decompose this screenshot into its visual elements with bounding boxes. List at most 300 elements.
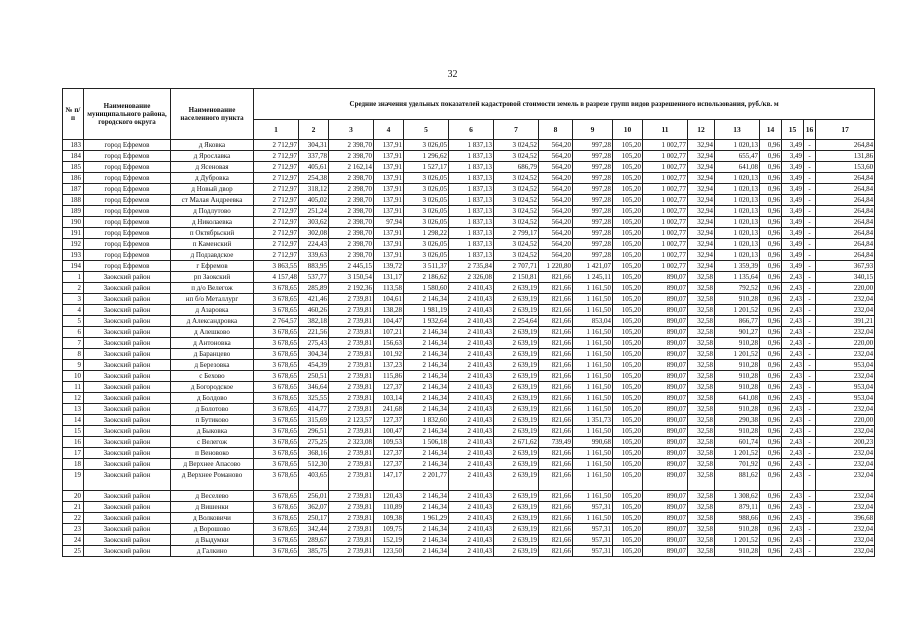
district-name: Заокский район: [84, 338, 171, 349]
value-col-3: 2 739,81: [329, 459, 374, 470]
value-col-3: 2 398,70: [329, 151, 374, 162]
value-col-17: 220,00: [816, 415, 875, 426]
value-col-8: 821,66: [539, 382, 573, 393]
value-col-12: 32,94: [688, 206, 715, 217]
value-col-3: 2 739,81: [329, 546, 374, 557]
value-col-5: 2 146,34: [404, 294, 449, 305]
row-number: 17: [63, 448, 84, 459]
value-col-15: 3,49: [782, 195, 804, 206]
value-col-9: 853,04: [573, 316, 613, 327]
value-col-17: 131,86: [816, 151, 875, 162]
settlement-name: д Алешково: [171, 327, 254, 338]
row-number: 12: [63, 393, 84, 404]
value-col-7: 3 024,52: [494, 206, 539, 217]
row-number: 23: [63, 524, 84, 535]
value-col-5: 3 026,05: [404, 217, 449, 228]
value-col-16: -: [804, 513, 816, 524]
value-col-12: 32,58: [688, 360, 715, 371]
value-col-9: 997,28: [573, 140, 613, 151]
district-name: Заокский район: [84, 349, 171, 360]
value-col-7: 3 024,52: [494, 140, 539, 151]
value-col-2: 337,78: [299, 151, 329, 162]
row-number: 25: [63, 546, 84, 557]
value-col-3: 2 192,36: [329, 283, 374, 294]
value-col-9: 997,28: [573, 195, 613, 206]
value-col-4: 115,86: [374, 371, 404, 382]
settlement-name: п Каменский: [171, 239, 254, 250]
value-col-7: 2 639,19: [494, 294, 539, 305]
value-col-3: 2 398,70: [329, 195, 374, 206]
settlement-name: д Яковка: [171, 140, 254, 151]
page-number: 32: [447, 69, 458, 80]
value-col-10: 105,20: [613, 283, 643, 294]
value-col-14: 0,96: [760, 162, 782, 173]
settlement-name: д Николаевка: [171, 217, 254, 228]
value-col-14: 0,96: [760, 404, 782, 415]
value-col-4: 137,91: [374, 184, 404, 195]
value-col-12: 32,58: [688, 272, 715, 283]
value-col-11: 890,07: [643, 382, 688, 393]
value-col-17: 264,84: [816, 239, 875, 250]
value-col-1: 2 712,97: [254, 195, 299, 206]
settlement-name: рп Заокский: [171, 272, 254, 283]
value-col-13: 1 020,13: [715, 173, 760, 184]
value-col-3: 2 739,81: [329, 470, 374, 491]
value-col-8: 821,66: [539, 415, 573, 426]
value-col-13: 701,92: [715, 459, 760, 470]
table-row: [63, 195, 875, 206]
row-number: 192: [63, 239, 84, 250]
district-name: город Ефремов: [84, 228, 171, 239]
value-col-14: 0,96: [760, 195, 782, 206]
value-col-14: 0,96: [760, 206, 782, 217]
value-col-9: 1 351,73: [573, 415, 613, 426]
value-col-7: 2 639,19: [494, 502, 539, 513]
table-row: [63, 151, 875, 162]
value-col-7: 2 639,19: [494, 415, 539, 426]
value-col-10: 105,20: [613, 140, 643, 151]
value-col-4: 103,14: [374, 393, 404, 404]
row-number: 13: [63, 404, 84, 415]
value-col-13: 910,28: [715, 360, 760, 371]
settlement-name: д Выдумки: [171, 535, 254, 546]
district-name: Заокский район: [84, 360, 171, 371]
value-col-6: 2 410,43: [449, 524, 494, 535]
header-col-17: 17: [816, 120, 875, 140]
settlement-name: д Баранцево: [171, 349, 254, 360]
value-col-17: 232,04: [816, 349, 875, 360]
value-col-14: 0,96: [760, 502, 782, 513]
value-col-13: 1 359,39: [715, 261, 760, 272]
value-col-10: 105,20: [613, 535, 643, 546]
value-col-5: 1 580,60: [404, 283, 449, 294]
value-col-7: 2 639,19: [494, 371, 539, 382]
value-col-10: 105,20: [613, 437, 643, 448]
value-col-5: 2 146,34: [404, 426, 449, 437]
value-col-8: 564,20: [539, 162, 573, 173]
value-col-6: 2 410,43: [449, 491, 494, 502]
value-col-6: 1 837,13: [449, 195, 494, 206]
value-col-2: 512,30: [299, 459, 329, 470]
value-col-16: -: [804, 283, 816, 294]
row-number: 4: [63, 305, 84, 316]
value-col-8: 564,20: [539, 140, 573, 151]
value-col-17: 264,84: [816, 228, 875, 239]
value-col-9: 1 161,50: [573, 371, 613, 382]
value-col-12: 32,94: [688, 140, 715, 151]
row-number: 18: [63, 459, 84, 470]
value-col-13: 1 020,13: [715, 228, 760, 239]
value-col-15: 2,43: [782, 470, 804, 491]
value-col-6: 2 410,43: [449, 535, 494, 546]
value-col-11: 890,07: [643, 316, 688, 327]
value-col-5: 3 026,05: [404, 250, 449, 261]
value-col-8: 821,66: [539, 316, 573, 327]
value-col-17: 220,00: [816, 338, 875, 349]
value-col-4: 139,72: [374, 261, 404, 272]
value-col-14: 0,96: [760, 426, 782, 437]
value-col-13: 910,28: [715, 524, 760, 535]
value-col-15: 3,49: [782, 228, 804, 239]
value-col-7: 3 024,52: [494, 184, 539, 195]
value-col-11: 1 002,77: [643, 206, 688, 217]
value-col-16: -: [804, 294, 816, 305]
row-number: 194: [63, 261, 84, 272]
value-col-11: 890,07: [643, 327, 688, 338]
value-col-6: 1 837,13: [449, 250, 494, 261]
value-col-7: 2 639,19: [494, 448, 539, 459]
value-col-14: 0,96: [760, 151, 782, 162]
table-row: [63, 283, 875, 294]
value-col-9: 1 245,11: [573, 272, 613, 283]
header-col-9: 9: [573, 120, 613, 140]
value-col-5: 2 146,34: [404, 535, 449, 546]
value-col-4: 156,63: [374, 338, 404, 349]
value-col-17: 953,04: [816, 393, 875, 404]
value-col-6: 2 410,43: [449, 502, 494, 513]
value-col-17: 232,04: [816, 327, 875, 338]
value-col-3: 2 739,81: [329, 338, 374, 349]
value-col-5: 2 146,34: [404, 524, 449, 535]
value-col-14: 0,96: [760, 305, 782, 316]
settlement-name: нп б/о Металлург: [171, 294, 254, 305]
value-col-17: 232,04: [816, 426, 875, 437]
row-number: 184: [63, 151, 84, 162]
value-col-10: 105,20: [613, 250, 643, 261]
value-col-2: 346,64: [299, 382, 329, 393]
value-col-8: 821,66: [539, 393, 573, 404]
value-col-15: 2,43: [782, 513, 804, 524]
district-name: город Ефремов: [84, 140, 171, 151]
settlement-name: ст Малая Андреевка: [171, 195, 254, 206]
value-col-5: 2 146,34: [404, 382, 449, 393]
district-name: Заокский район: [84, 272, 171, 283]
row-number: 188: [63, 195, 84, 206]
district-name: Заокский район: [84, 437, 171, 448]
value-col-8: 739,49: [539, 437, 573, 448]
value-col-2: 315,69: [299, 415, 329, 426]
value-col-8: 564,20: [539, 206, 573, 217]
value-col-2: 289,67: [299, 535, 329, 546]
value-col-8: 821,66: [539, 491, 573, 502]
value-col-5: 3 026,05: [404, 184, 449, 195]
value-col-5: 2 146,34: [404, 404, 449, 415]
value-col-16: -: [804, 261, 816, 272]
value-col-10: 105,20: [613, 415, 643, 426]
value-col-2: 275,25: [299, 437, 329, 448]
value-col-1: 3 678,65: [254, 524, 299, 535]
value-col-15: 2,43: [782, 502, 804, 513]
value-col-15: 2,43: [782, 327, 804, 338]
value-col-12: 32,58: [688, 426, 715, 437]
value-col-17: 232,04: [816, 448, 875, 459]
value-col-14: 0,96: [760, 382, 782, 393]
table-row: [63, 426, 875, 437]
value-col-7: 2 639,19: [494, 393, 539, 404]
row-number: 14: [63, 415, 84, 426]
table-row: [63, 140, 875, 151]
header-col-4: 4: [374, 120, 404, 140]
value-col-1: 4 157,48: [254, 272, 299, 283]
value-col-15: 2,43: [782, 524, 804, 535]
value-col-5: 1 506,18: [404, 437, 449, 448]
value-col-4: 109,75: [374, 524, 404, 535]
value-col-3: 2 739,81: [329, 393, 374, 404]
value-col-5: 3 026,05: [404, 173, 449, 184]
settlement-name: д Ясеновая: [171, 162, 254, 173]
settlement-name: д Болотово: [171, 404, 254, 415]
value-col-4: 109,53: [374, 437, 404, 448]
value-col-11: 890,07: [643, 448, 688, 459]
value-col-9: 1 161,50: [573, 338, 613, 349]
value-col-13: 655,47: [715, 151, 760, 162]
value-col-4: 107,21: [374, 327, 404, 338]
value-col-4: 109,38: [374, 513, 404, 524]
value-col-6: 2 410,43: [449, 382, 494, 393]
value-col-2: 285,89: [299, 283, 329, 294]
value-col-16: -: [804, 360, 816, 371]
value-col-15: 2,43: [782, 305, 804, 316]
row-number: 15: [63, 426, 84, 437]
value-col-5: 2 201,77: [404, 470, 449, 491]
value-col-11: 890,07: [643, 524, 688, 535]
value-col-11: 890,07: [643, 272, 688, 283]
value-col-9: 957,31: [573, 524, 613, 535]
value-col-7: 3 024,52: [494, 217, 539, 228]
value-col-11: 890,07: [643, 349, 688, 360]
value-col-2: 454,39: [299, 360, 329, 371]
value-col-16: -: [804, 546, 816, 557]
value-col-3: 2 398,70: [329, 217, 374, 228]
value-col-7: 2 150,81: [494, 272, 539, 283]
district-name: Заокский район: [84, 327, 171, 338]
value-col-1: 2 712,97: [254, 206, 299, 217]
value-col-16: -: [804, 426, 816, 437]
value-col-5: 2 146,34: [404, 393, 449, 404]
value-col-3: 2 739,81: [329, 382, 374, 393]
value-col-14: 0,96: [760, 239, 782, 250]
settlement-name: п Бутиково: [171, 415, 254, 426]
value-col-15: 2,43: [782, 448, 804, 459]
table-row: [63, 415, 875, 426]
table-row: [63, 382, 875, 393]
value-col-15: 2,43: [782, 459, 804, 470]
value-col-12: 32,94: [688, 162, 715, 173]
value-col-10: 105,20: [613, 195, 643, 206]
value-col-11: 1 002,77: [643, 140, 688, 151]
value-col-16: -: [804, 502, 816, 513]
settlement-name: д Подлутово: [171, 206, 254, 217]
value-col-2: 256,01: [299, 491, 329, 502]
value-col-2: 318,12: [299, 184, 329, 195]
district-name: город Ефремов: [84, 151, 171, 162]
value-col-7: 2 639,19: [494, 404, 539, 415]
value-col-1: 2 764,57: [254, 316, 299, 327]
value-col-2: 304,31: [299, 140, 329, 151]
value-col-2: 302,08: [299, 228, 329, 239]
settlement-name: д Верхнее Апасово: [171, 459, 254, 470]
settlement-name: д Болдово: [171, 393, 254, 404]
value-col-9: 957,31: [573, 535, 613, 546]
value-col-9: 997,28: [573, 184, 613, 195]
settlement-name: д Новый двор: [171, 184, 254, 195]
value-col-15: 3,49: [782, 217, 804, 228]
value-col-16: -: [804, 382, 816, 393]
value-col-17: 391,21: [816, 316, 875, 327]
value-col-16: -: [804, 217, 816, 228]
value-col-13: 1 020,13: [715, 140, 760, 151]
row-number: 21: [63, 502, 84, 513]
value-col-7: 2 639,19: [494, 283, 539, 294]
value-col-13: 1 020,13: [715, 250, 760, 261]
value-col-13: 879,11: [715, 502, 760, 513]
value-col-6: 2 410,43: [449, 283, 494, 294]
value-col-7: 2 639,19: [494, 305, 539, 316]
district-name: город Ефремов: [84, 173, 171, 184]
value-col-7: 2 639,19: [494, 524, 539, 535]
value-col-6: 2 410,43: [449, 393, 494, 404]
value-col-3: 2 162,14: [329, 162, 374, 173]
table-row: [63, 524, 875, 535]
value-col-13: 792,52: [715, 283, 760, 294]
value-col-7: 2 639,19: [494, 338, 539, 349]
value-col-8: 564,20: [539, 173, 573, 184]
value-col-4: 104,61: [374, 294, 404, 305]
value-col-16: -: [804, 404, 816, 415]
value-col-8: 821,66: [539, 272, 573, 283]
value-col-11: 890,07: [643, 294, 688, 305]
header-col-3: 3: [329, 120, 374, 140]
value-col-12: 32,58: [688, 535, 715, 546]
district-name: Заокский район: [84, 371, 171, 382]
value-col-15: 2,43: [782, 272, 804, 283]
value-col-13: 910,28: [715, 426, 760, 437]
value-col-11: 890,07: [643, 393, 688, 404]
value-col-12: 32,58: [688, 294, 715, 305]
settlement-name: д Азаровка: [171, 305, 254, 316]
value-col-14: 0,96: [760, 535, 782, 546]
table-row: [63, 459, 875, 470]
value-col-10: 105,20: [613, 459, 643, 470]
value-col-6: 1 837,13: [449, 217, 494, 228]
value-col-1: 3 678,65: [254, 459, 299, 470]
value-col-10: 105,20: [613, 261, 643, 272]
row-number: 190: [63, 217, 84, 228]
value-col-12: 32,58: [688, 382, 715, 393]
value-col-3: 2 398,70: [329, 239, 374, 250]
value-col-8: 821,66: [539, 524, 573, 535]
table-row: [63, 371, 875, 382]
value-col-14: 0,96: [760, 294, 782, 305]
value-col-3: 2 739,81: [329, 502, 374, 513]
value-col-6: 2 410,43: [449, 371, 494, 382]
district-name: Заокский район: [84, 283, 171, 294]
value-col-2: 304,34: [299, 349, 329, 360]
value-col-8: 564,20: [539, 195, 573, 206]
settlement-name: д Волковичи: [171, 513, 254, 524]
value-col-11: 890,07: [643, 513, 688, 524]
value-col-1: 3 678,65: [254, 283, 299, 294]
value-col-4: 113,58: [374, 283, 404, 294]
district-name: Заокский район: [84, 404, 171, 415]
value-col-14: 0,96: [760, 524, 782, 535]
header-col-11: 11: [643, 120, 688, 140]
value-col-15: 3,49: [782, 184, 804, 195]
value-col-2: 342,44: [299, 524, 329, 535]
table-row: [63, 294, 875, 305]
district-name: Заокский район: [84, 513, 171, 524]
value-col-14: 0,96: [760, 360, 782, 371]
value-col-3: 2 739,81: [329, 360, 374, 371]
value-col-6: 2 735,84: [449, 261, 494, 272]
value-col-8: 821,66: [539, 283, 573, 294]
table-row: [63, 217, 875, 228]
value-col-5: 2 146,34: [404, 546, 449, 557]
value-col-11: 1 002,77: [643, 184, 688, 195]
value-col-10: 105,20: [613, 184, 643, 195]
value-col-9: 997,28: [573, 162, 613, 173]
value-col-12: 32,58: [688, 491, 715, 502]
row-number: 9: [63, 360, 84, 371]
district-name: Заокский район: [84, 491, 171, 502]
district-name: город Ефремов: [84, 261, 171, 272]
value-col-17: 264,84: [816, 250, 875, 261]
value-col-12: 32,94: [688, 151, 715, 162]
table-row: [63, 470, 875, 491]
value-col-13: 641,08: [715, 162, 760, 173]
value-col-12: 32,94: [688, 184, 715, 195]
value-col-9: 1 161,50: [573, 404, 613, 415]
table-row: [63, 404, 875, 415]
value-col-10: 105,20: [613, 546, 643, 557]
value-col-17: 396,68: [816, 513, 875, 524]
value-col-10: 105,20: [613, 382, 643, 393]
value-col-4: 138,28: [374, 305, 404, 316]
value-col-15: 3,49: [782, 239, 804, 250]
value-col-3: 2 739,81: [329, 448, 374, 459]
value-col-7: 2 254,64: [494, 316, 539, 327]
row-number: 193: [63, 250, 84, 261]
value-col-12: 32,58: [688, 470, 715, 491]
value-col-6: 1 837,13: [449, 239, 494, 250]
value-col-10: 105,20: [613, 448, 643, 459]
value-col-8: 564,20: [539, 184, 573, 195]
value-col-13: 1 201,52: [715, 535, 760, 546]
value-col-7: 2 639,19: [494, 360, 539, 371]
district-name: город Ефремов: [84, 184, 171, 195]
row-number: 183: [63, 140, 84, 151]
settlement-name: д Ярославка: [171, 151, 254, 162]
